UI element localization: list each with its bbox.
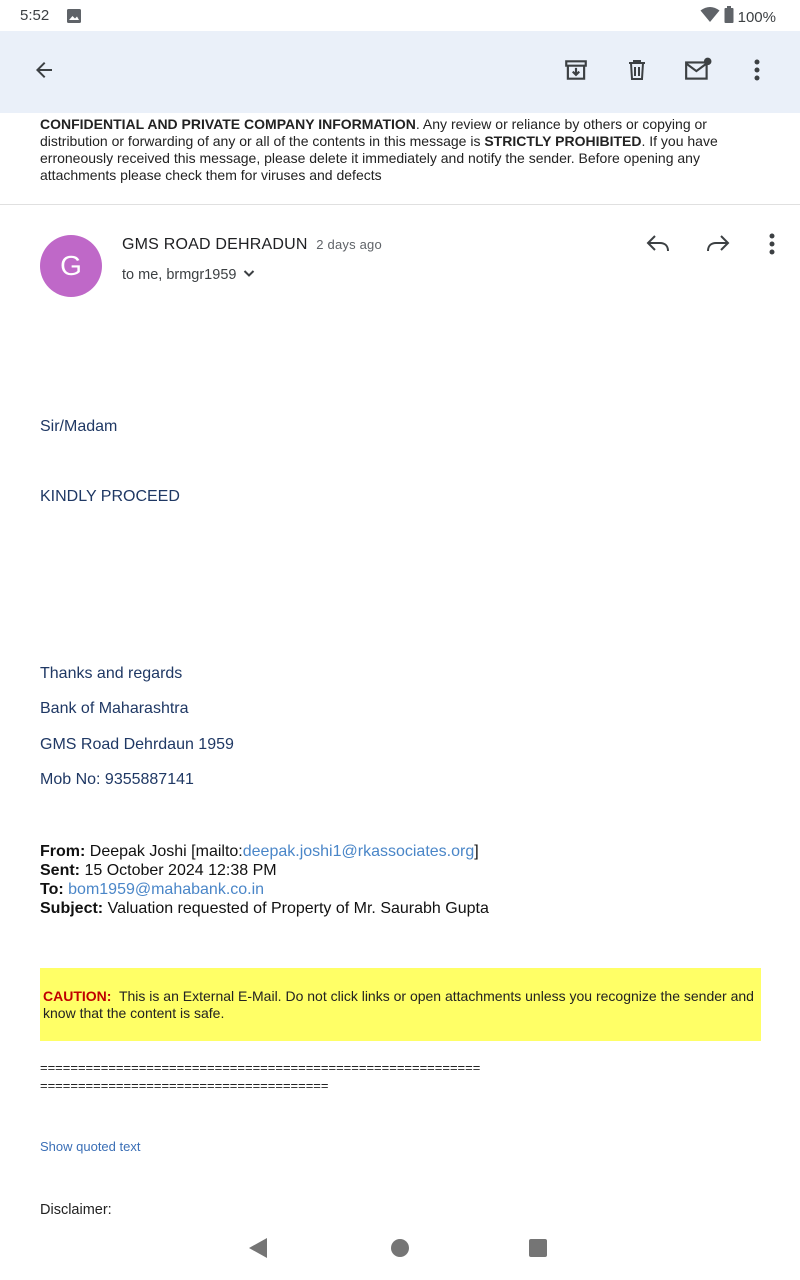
sender-header	[122, 236, 382, 254]
sender-name: GMS ROAD DEHRADUN	[122, 236, 308, 253]
confidential-text: CONFIDENTIAL AND PRIVATE COMPANY INFORMATION	[40, 116, 416, 132]
subject-label: Subject:	[40, 900, 104, 917]
more-options-button[interactable]	[737, 52, 777, 92]
disclaimer-text-1: . Any review or reliance by others or copying or distribution or forwarding of any or all of the contents in this message is	[40, 116, 707, 149]
back-arrow-icon	[32, 58, 56, 87]
disclaimer-heading: Disclaimer:	[40, 1202, 112, 1218]
message-divider	[0, 204, 800, 205]
battery-percent: 100%	[737, 8, 776, 26]
status-bar	[0, 0, 800, 31]
forward-button[interactable]	[698, 226, 738, 266]
signature-line-3: GMS Road Dehrdaun 1959	[40, 736, 234, 753]
nav-recents-button[interactable]	[526, 1238, 550, 1262]
reply-button[interactable]	[638, 226, 678, 266]
signature-line-2: Bank of Maharashtra	[40, 700, 189, 717]
forward-icon	[705, 233, 731, 260]
chevron-down-icon	[242, 266, 256, 284]
to-row	[40, 880, 489, 899]
delete-button[interactable]	[617, 52, 657, 92]
signature-line-1: Thanks and regards	[40, 665, 183, 682]
subject-row	[40, 899, 489, 918]
status-time: 5:52	[20, 7, 50, 24]
sender-avatar[interactable]: G	[40, 235, 102, 297]
separator-lines	[40, 1059, 480, 1095]
app-bar	[0, 31, 800, 113]
status-indicators	[700, 6, 776, 28]
mark-unread-button[interactable]	[678, 52, 718, 92]
archive-button[interactable]	[556, 52, 596, 92]
signature-phone: Mob No: 9355887141	[40, 771, 194, 788]
to-email-link[interactable]: bom1959@mahabank.co.in	[68, 881, 265, 898]
subject-value: Valuation requested of Property of Mr. Saurabh Gupta	[107, 900, 489, 917]
nav-home-icon	[390, 1238, 410, 1263]
from-email-link[interactable]: deepak.joshi1@rkassociates.org	[242, 843, 475, 860]
battery-icon	[724, 6, 734, 28]
reply-icon	[645, 233, 671, 260]
recipients-text: to me, brmgr1959	[122, 267, 237, 283]
mark-unread-icon	[684, 57, 712, 88]
back-button[interactable]	[24, 52, 64, 92]
system-navigation-bar	[0, 1230, 800, 1270]
delete-icon	[625, 57, 649, 88]
caution-label: CAUTION:	[43, 988, 112, 1004]
previous-message-disclaimer	[40, 116, 760, 184]
nav-back-button[interactable]	[246, 1238, 270, 1262]
wifi-icon	[700, 6, 720, 28]
disclaimer-text-2: . If you have erroneously received this message, please delete it immediately and notify the sender. Before opening any attachments please check them for viruses and defects	[40, 133, 718, 183]
caution-banner	[40, 968, 761, 1041]
archive-icon	[563, 57, 589, 88]
prohibited-text: STRICTLY PROHIBITED	[484, 133, 642, 149]
sent-label: Sent:	[40, 862, 80, 879]
greeting: Sir/Madam	[40, 418, 118, 435]
image-notification-icon	[66, 8, 82, 29]
message-time: 2 days ago	[316, 237, 382, 252]
body-line: KINDLY PROCEED	[40, 488, 180, 505]
from-name: Deepak Joshi [mailto:	[89, 843, 243, 860]
from-label: From:	[40, 843, 86, 860]
message-more-button[interactable]	[752, 226, 792, 266]
sent-value: 15 October 2024 12:38 PM	[84, 862, 277, 879]
nav-recents-icon	[528, 1238, 548, 1263]
nav-home-button[interactable]	[388, 1238, 412, 1262]
to-label: To:	[40, 881, 64, 898]
forwarded-header	[40, 842, 489, 918]
recipients-toggle[interactable]	[122, 266, 256, 284]
show-quoted-text-link[interactable]: Show quoted text	[40, 1139, 141, 1154]
caution-text: This is an External E-Mail. Do not click links or open attachments unless you recognize the sender and know that the content is safe.	[43, 988, 754, 1021]
from-close: ]	[474, 843, 479, 860]
more-vert-icon	[769, 233, 775, 260]
nav-back-icon	[247, 1237, 269, 1264]
separator-line-2: ======================================	[40, 1078, 329, 1093]
more-vert-icon	[754, 59, 760, 86]
from-row	[40, 842, 489, 861]
sent-row	[40, 861, 489, 880]
separator-line-1: ==========================================================	[40, 1060, 481, 1075]
